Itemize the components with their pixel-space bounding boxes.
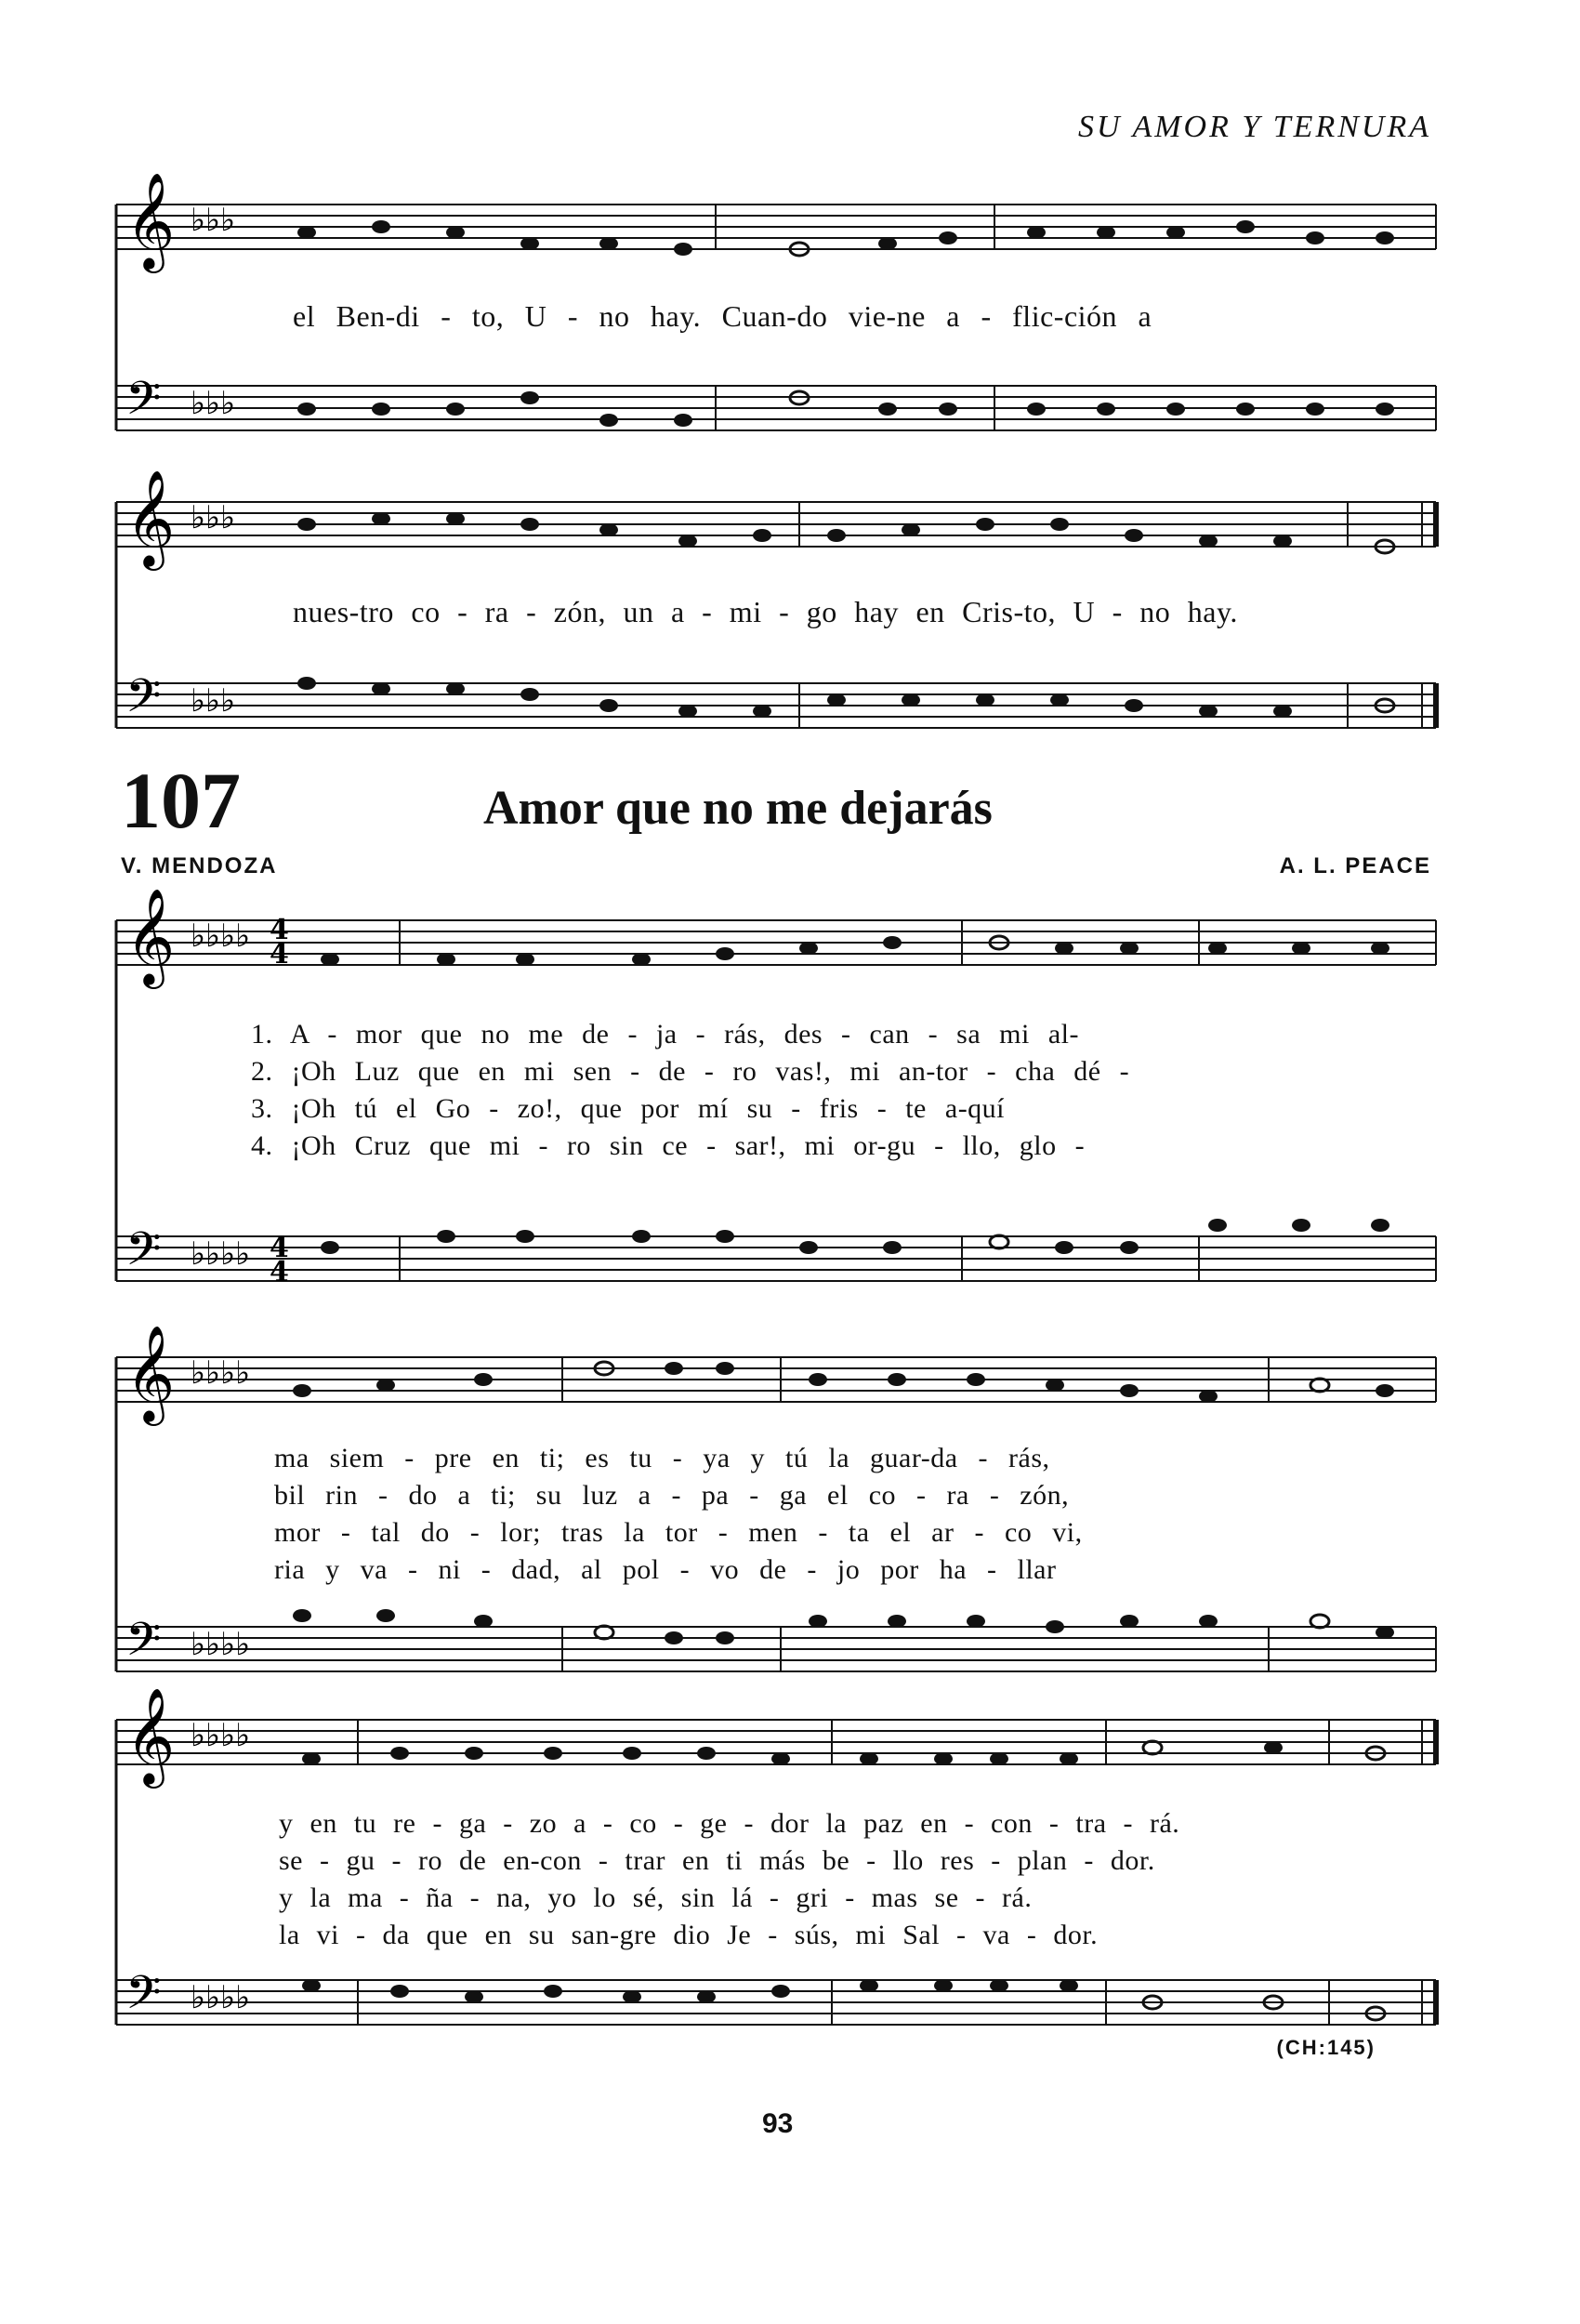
svg-text:♭♭♭♭: ♭♭♭♭ [191,1235,251,1273]
svg-text:𝄢: 𝄢 [125,669,162,734]
svg-text:♭♭♭♭: ♭♭♭♭ [191,1626,251,1663]
svg-text:4: 4 [270,914,289,946]
hymn-number: 107 [121,756,241,845]
prev-lyric-line-2: nues-tro co - ra - zón, un a - mi - go hay en Cris-to, U - no hay. [293,595,1238,628]
hymn-title: Amor que no me dejarás [483,782,993,835]
verse-4-line-2: ria y va - ni - dad, al pol - vo de - jo por ha - llar [274,1554,1057,1585]
verse-1-line-3: y en tu re - ga - zo a - co - ge - dor la paz en - con - tra - rá. [279,1808,1180,1839]
svg-text:4: 4 [270,1232,289,1264]
verse-3-line-3: y la ma - ña - na, yo lo sé, sin lá - gri - mas se - rá. [279,1882,1033,1913]
text-author: V. MENDOZA [121,853,278,878]
svg-text:4: 4 [270,1256,289,1288]
svg-text:4: 4 [270,938,289,971]
svg-text:♭♭♭♭: ♭♭♭♭ [191,1979,251,2016]
verse-3-line-2: mor - tal do - lor; tras la tor - men - ta el ar - co vi, [274,1517,1083,1548]
svg-text:♭♭♭: ♭♭♭ [191,202,236,239]
svg-text:𝄞: 𝄞 [125,469,176,567]
verse-2-line-1: 2. ¡Oh Luz que en mi sen - de - ro vas!, mi an-tor - cha dé - [251,1056,1130,1087]
prev-lyric-line-1: el Ben-di - to, U - no hay. Cuan-do vie-ne a - flic-ción a [293,299,1152,333]
svg-text:♭♭♭: ♭♭♭ [191,385,236,422]
verse-4-line-1: 4. ¡Oh Cruz que mi - ro sin ce - sar!, mi or-gu - llo, glo - [251,1130,1086,1161]
verse-1-line-2: ma siem - pre en ti; es tu - ya y tú la guar-da - rás, [274,1443,1050,1473]
svg-text:𝄞: 𝄞 [125,888,176,985]
svg-text:𝄢: 𝄢 [125,1613,162,1678]
verse-2-line-2: bil rin - do a ti; su luz a - pa - ga el co - ra - zón, [274,1480,1070,1511]
running-header: SU AMOR Y TERNURA [1078,110,1431,144]
verse-4-line-3: la vi - da que en su san-gre dio Je - sús, mi Sal - va - dor. [279,1920,1099,1950]
hymn-system-1 [116,888,1436,1288]
svg-text:♭♭♭♭: ♭♭♭♭ [191,918,251,955]
verse-1-line-1: 1. A - mor que no me de - ja - rás, des - can - sa mi al- [251,1019,1079,1050]
page-number: 93 [762,2108,794,2139]
svg-text:𝄢: 𝄢 [125,1966,162,2031]
svg-text:𝄞: 𝄞 [125,1325,176,1422]
svg-text:♭♭♭: ♭♭♭ [191,682,236,720]
catalog-reference: (CH:145) [1276,2036,1376,2059]
music-composer: A. L. PEACE [1279,853,1431,878]
svg-text:♭♭♭♭: ♭♭♭♭ [191,1354,251,1392]
svg-text:𝄢: 𝄢 [125,372,162,437]
svg-text:♭♭♭: ♭♭♭ [191,499,236,536]
svg-text:𝄞: 𝄞 [125,1687,176,1785]
svg-text:♭♭♭♭: ♭♭♭♭ [191,1717,251,1754]
svg-text:𝄞: 𝄞 [125,172,176,270]
verse-3-line-1: 3. ¡Oh tú el Go - zo!, que por mí su - fris - te a-quí [251,1093,1006,1124]
verse-2-line-3: se - gu - ro de en-con - trar en ti más be - llo res - plan - dor. [279,1845,1155,1876]
svg-text:𝄢: 𝄢 [125,1222,162,1287]
